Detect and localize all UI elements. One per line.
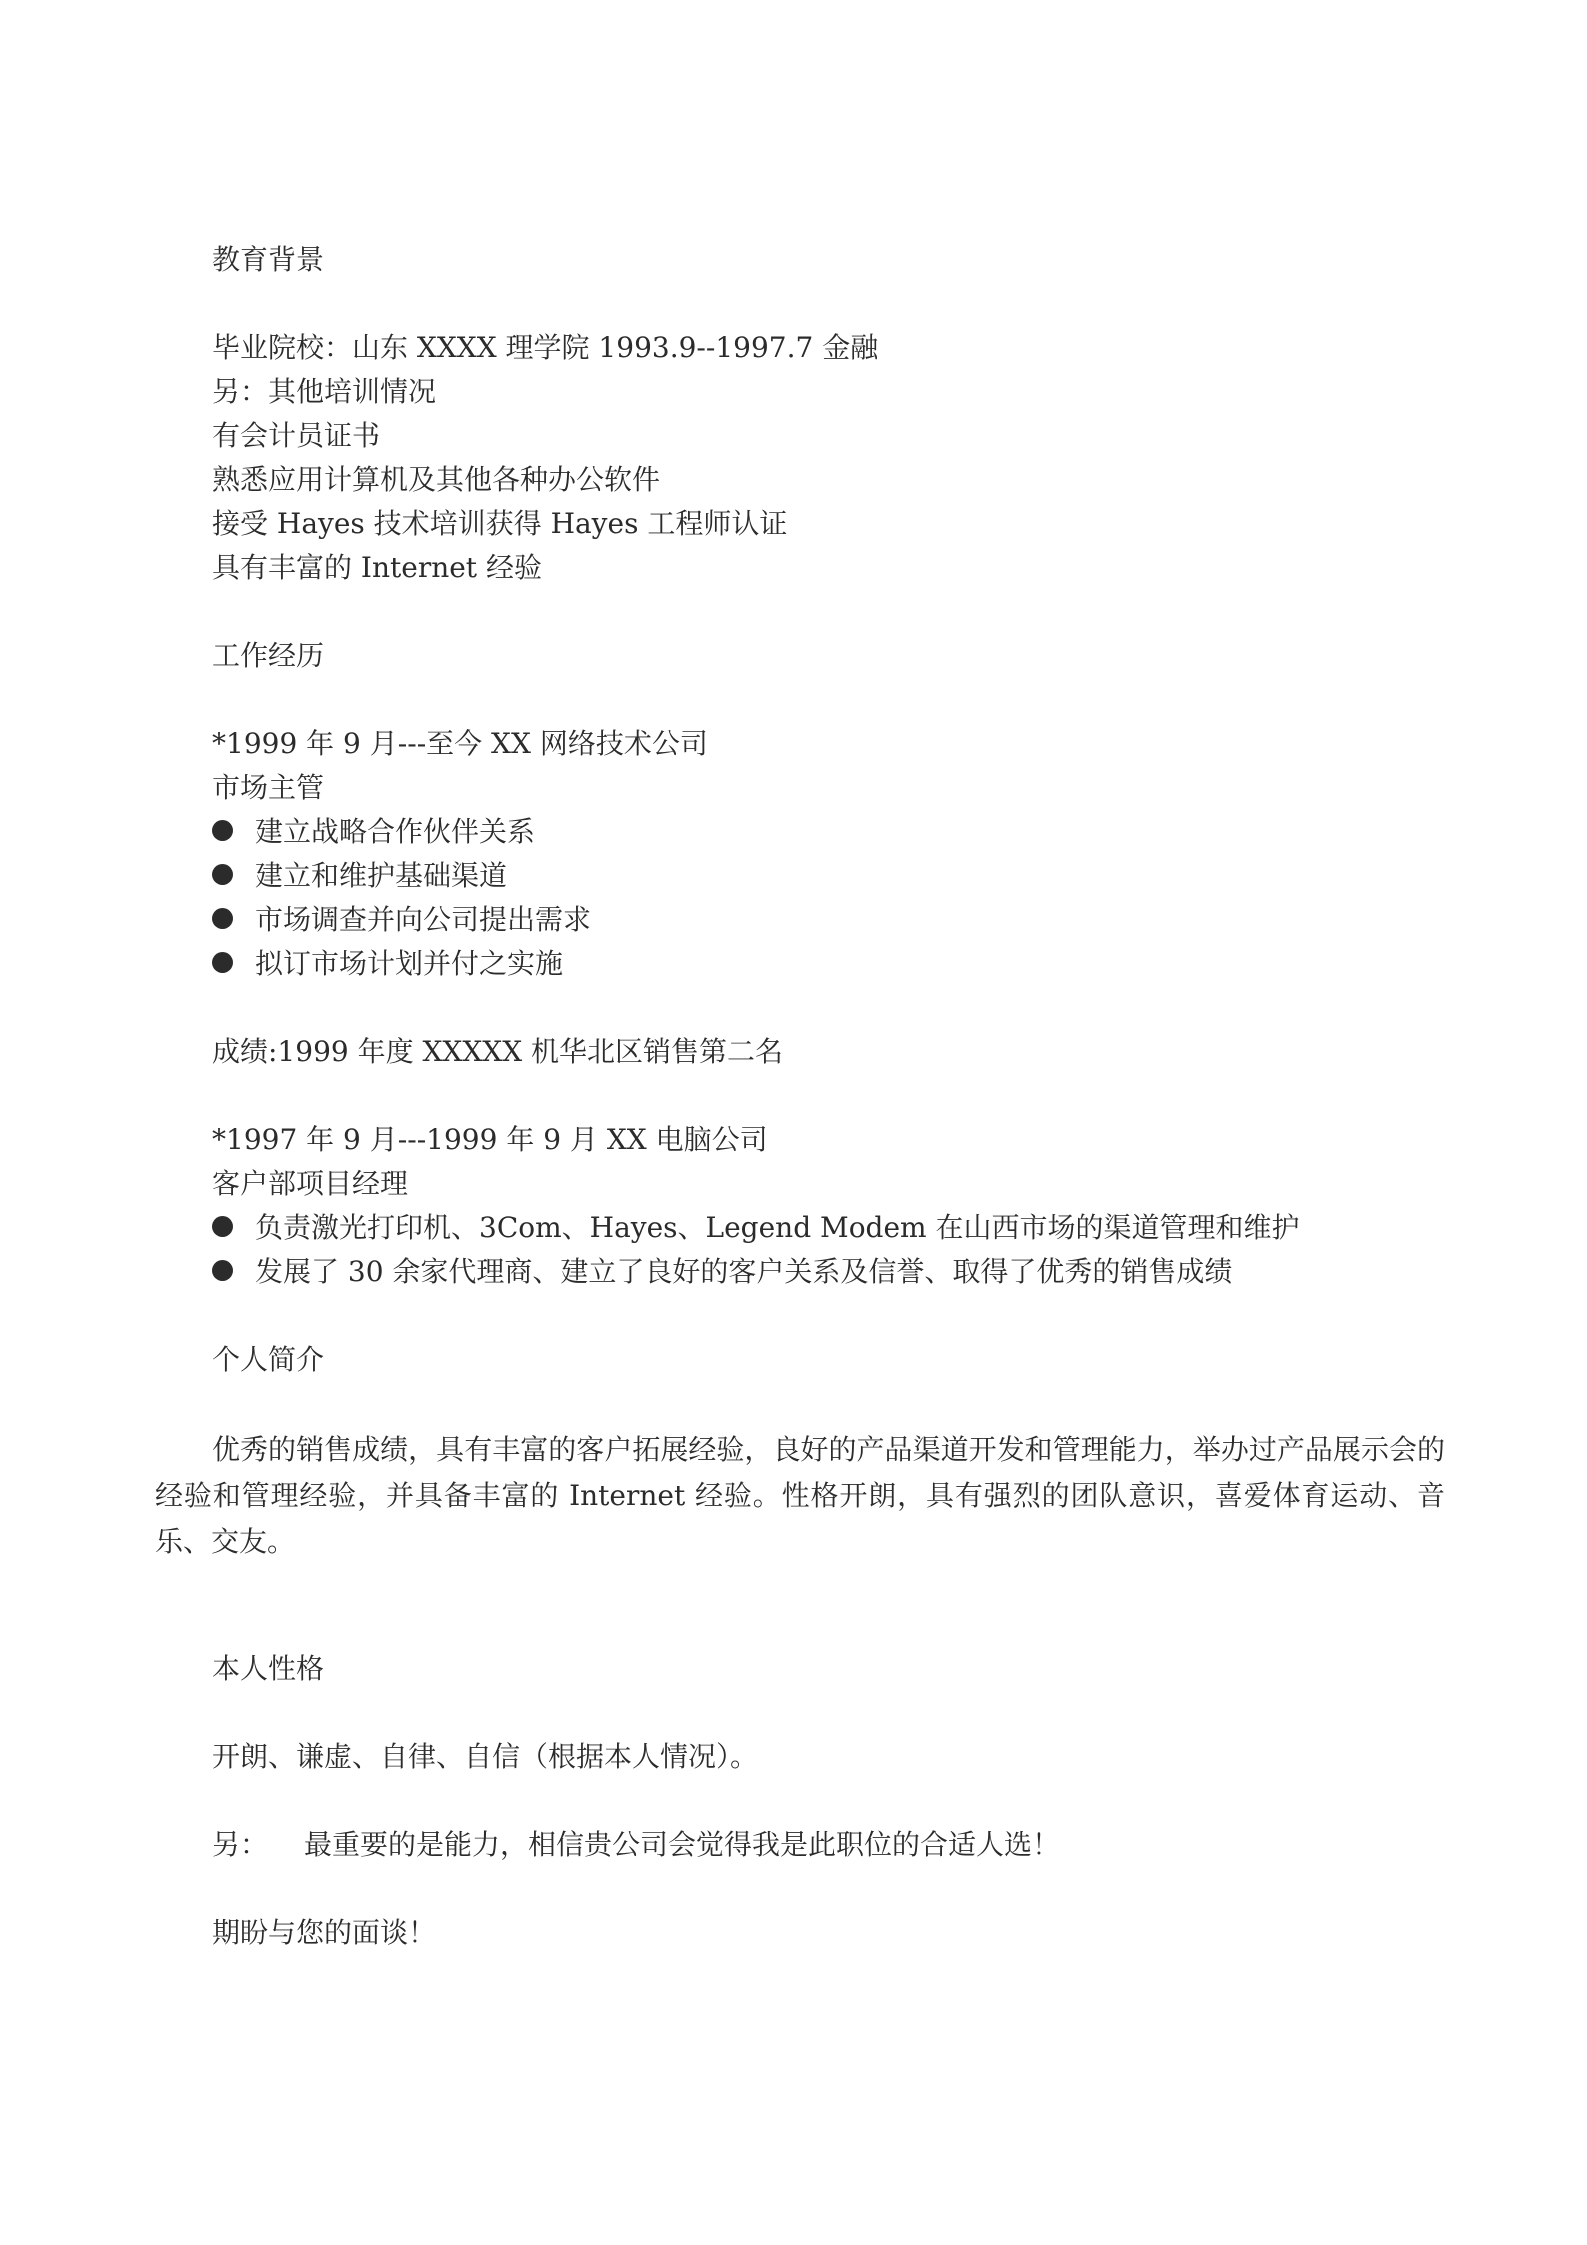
profile-text: 优秀的销售成绩，具有丰富的客户拓展经验，良好的产品渠道开发和管理能力，举办过产品展示会的经验和管理经验，并具备丰富的 Internet 经验。性格开朗，具有强烈的团队意识，喜爱体育运动、音乐、交友。 xyxy=(155,1433,1445,1558)
education-item: 具有丰富的 Internet 经验 xyxy=(212,551,542,584)
personality-heading: 本人性格 xyxy=(212,1652,325,1685)
job1-bullet xyxy=(212,854,507,898)
education-item: 接受 Hayes 技术培训获得 Hayes 工程师认证 xyxy=(212,507,788,540)
job2-bullet xyxy=(212,1250,1232,1294)
job1-bullet-text: 拟订市场计划并付之实施 xyxy=(255,947,564,980)
job1-period: *1999 年 9 月---至今 XX 网络技术公司 xyxy=(212,727,708,760)
personality-text: 开朗、谦虚、自律、自信（根据本人情况）。 xyxy=(212,1740,759,1773)
closing-label: 另： xyxy=(212,1828,269,1861)
profile-heading: 个人简介 xyxy=(212,1343,325,1376)
job1-bullet xyxy=(212,810,535,854)
job1-bullet xyxy=(212,942,563,986)
job2-bullet xyxy=(212,1206,1300,1250)
job1-bullet xyxy=(212,898,591,942)
education-item: 有会计员证书 xyxy=(212,419,381,452)
bullet-dot-icon xyxy=(212,908,233,929)
bullet-dot-icon xyxy=(212,820,233,841)
job1-bullet-text: 建立和维护基础渠道 xyxy=(255,859,508,892)
job1-bullet-text: 建立战略合作伙伴关系 xyxy=(255,815,536,848)
closing-statement xyxy=(212,1823,1060,1867)
education-item: 熟悉应用计算机及其他各种办公软件 xyxy=(212,463,661,496)
education-training-intro: 另：其他培训情况 xyxy=(212,375,437,408)
job1-title: 市场主管 xyxy=(212,771,325,804)
bullet-dot-icon xyxy=(212,1216,233,1237)
job2-bullet-text: 发展了 30 余家代理商、建立了良好的客户关系及信誉、取得了优秀的销售成绩 xyxy=(255,1255,1233,1288)
job2-period: *1997 年 9 月---1999 年 9 月 XX 电脑公司 xyxy=(212,1123,768,1156)
job2-title: 客户部项目经理 xyxy=(212,1167,409,1200)
bullet-dot-icon xyxy=(212,952,233,973)
job1-achievement: 成绩:1999 年度 XXXXX 机华北区销售第二名 xyxy=(212,1035,784,1068)
closing-statement-text: 最重要的是能力，相信贵公司会觉得我是此职位的合适人选！ xyxy=(304,1828,1061,1861)
education-school: 毕业院校：山东 XXXX 理学院 1993.9--1997.7 金融 xyxy=(212,331,879,364)
bullet-dot-icon xyxy=(212,1260,233,1281)
closing-sign-off: 期盼与您的面谈！ xyxy=(212,1916,437,1949)
job1-bullet-text: 市场调查并向公司提出需求 xyxy=(255,903,592,936)
work-heading: 工作经历 xyxy=(212,639,325,672)
bullet-dot-icon xyxy=(212,864,233,885)
education-heading: 教育背景 xyxy=(212,243,325,276)
job2-bullet-text: 负责激光打印机、3Com、Hayes、Legend Modem 在山西市场的渠道管理和维护 xyxy=(255,1211,1300,1244)
